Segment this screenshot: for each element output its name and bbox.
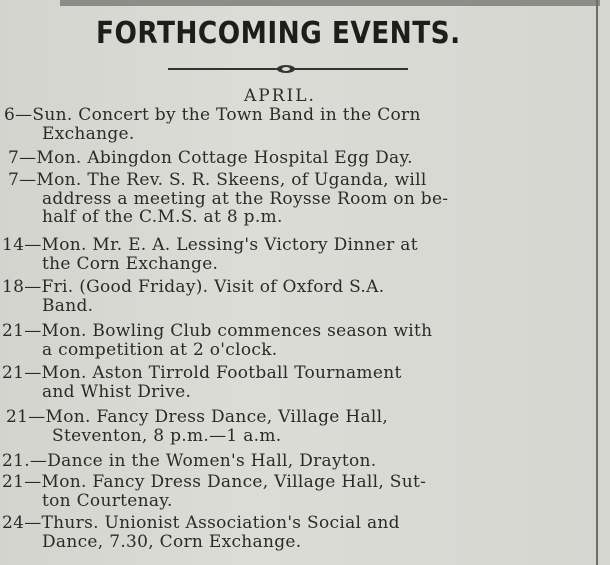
event-item [0, 149, 596, 168]
event-line: 18—Fri. (Good Friday). Visit of Oxford S.A. [2, 277, 385, 297]
event-item [0, 452, 596, 471]
event-line: 21—Mon. Bowling Club commences season with [2, 321, 433, 341]
event-line: 21—Mon. Fancy Dress Dance, Village Hall, Sut- [2, 472, 427, 492]
event-line: the Corn Exchange. [42, 253, 219, 274]
event-item [0, 171, 596, 227]
event-item [0, 236, 596, 273]
event-line: 7—Mon. Abingdon Cottage Hospital Egg Day. [8, 148, 413, 168]
event-line: 6—Sun. Concert by the Town Band in the Corn [4, 105, 421, 125]
event-line: Steventon, 8 p.m.—1 a.m. [52, 425, 282, 446]
event-line: 21—Mon. Aston Tirrold Football Tournament [2, 363, 402, 383]
event-line: Band. [42, 295, 94, 316]
event-item [0, 514, 596, 551]
event-line: a competition at 2 o'clock. [42, 339, 278, 360]
page-title: FORTHCOMING EVENTS. [96, 16, 461, 51]
month-heading: APRIL. [244, 86, 316, 106]
event-item [0, 322, 596, 359]
event-item [0, 106, 596, 143]
adjacent-column-fragment [599, 20, 610, 560]
event-line: 24—Thurs. Unionist Association's Social and [2, 513, 400, 533]
ornamental-divider [168, 64, 408, 74]
event-line: 7—Mon. The Rev. S. R. Skeens, of Uganda, will [8, 170, 427, 190]
event-item [0, 408, 596, 445]
event-line: half of the C.M.S. at 8 p.m. [42, 207, 283, 227]
event-line: Dance, 7.30, Corn Exchange. [42, 531, 302, 552]
event-line: address a meeting at the Roysse Room on be- [42, 188, 449, 209]
event-line: 14—Mon. Mr. E. A. Lessing's Victory Dinner at [2, 235, 418, 255]
event-item [0, 278, 596, 315]
event-item [0, 364, 596, 401]
event-item [0, 473, 596, 510]
top-rule [60, 0, 600, 6]
event-line: Exchange. [42, 123, 135, 144]
event-line: ton Courtenay. [42, 490, 173, 511]
event-line: 21—Mon. Fancy Dress Dance, Village Hall, [6, 407, 389, 427]
event-line: 21.—Dance in the Women's Hall, Drayton. [2, 451, 377, 471]
event-line: and Whist Drive. [42, 381, 192, 402]
